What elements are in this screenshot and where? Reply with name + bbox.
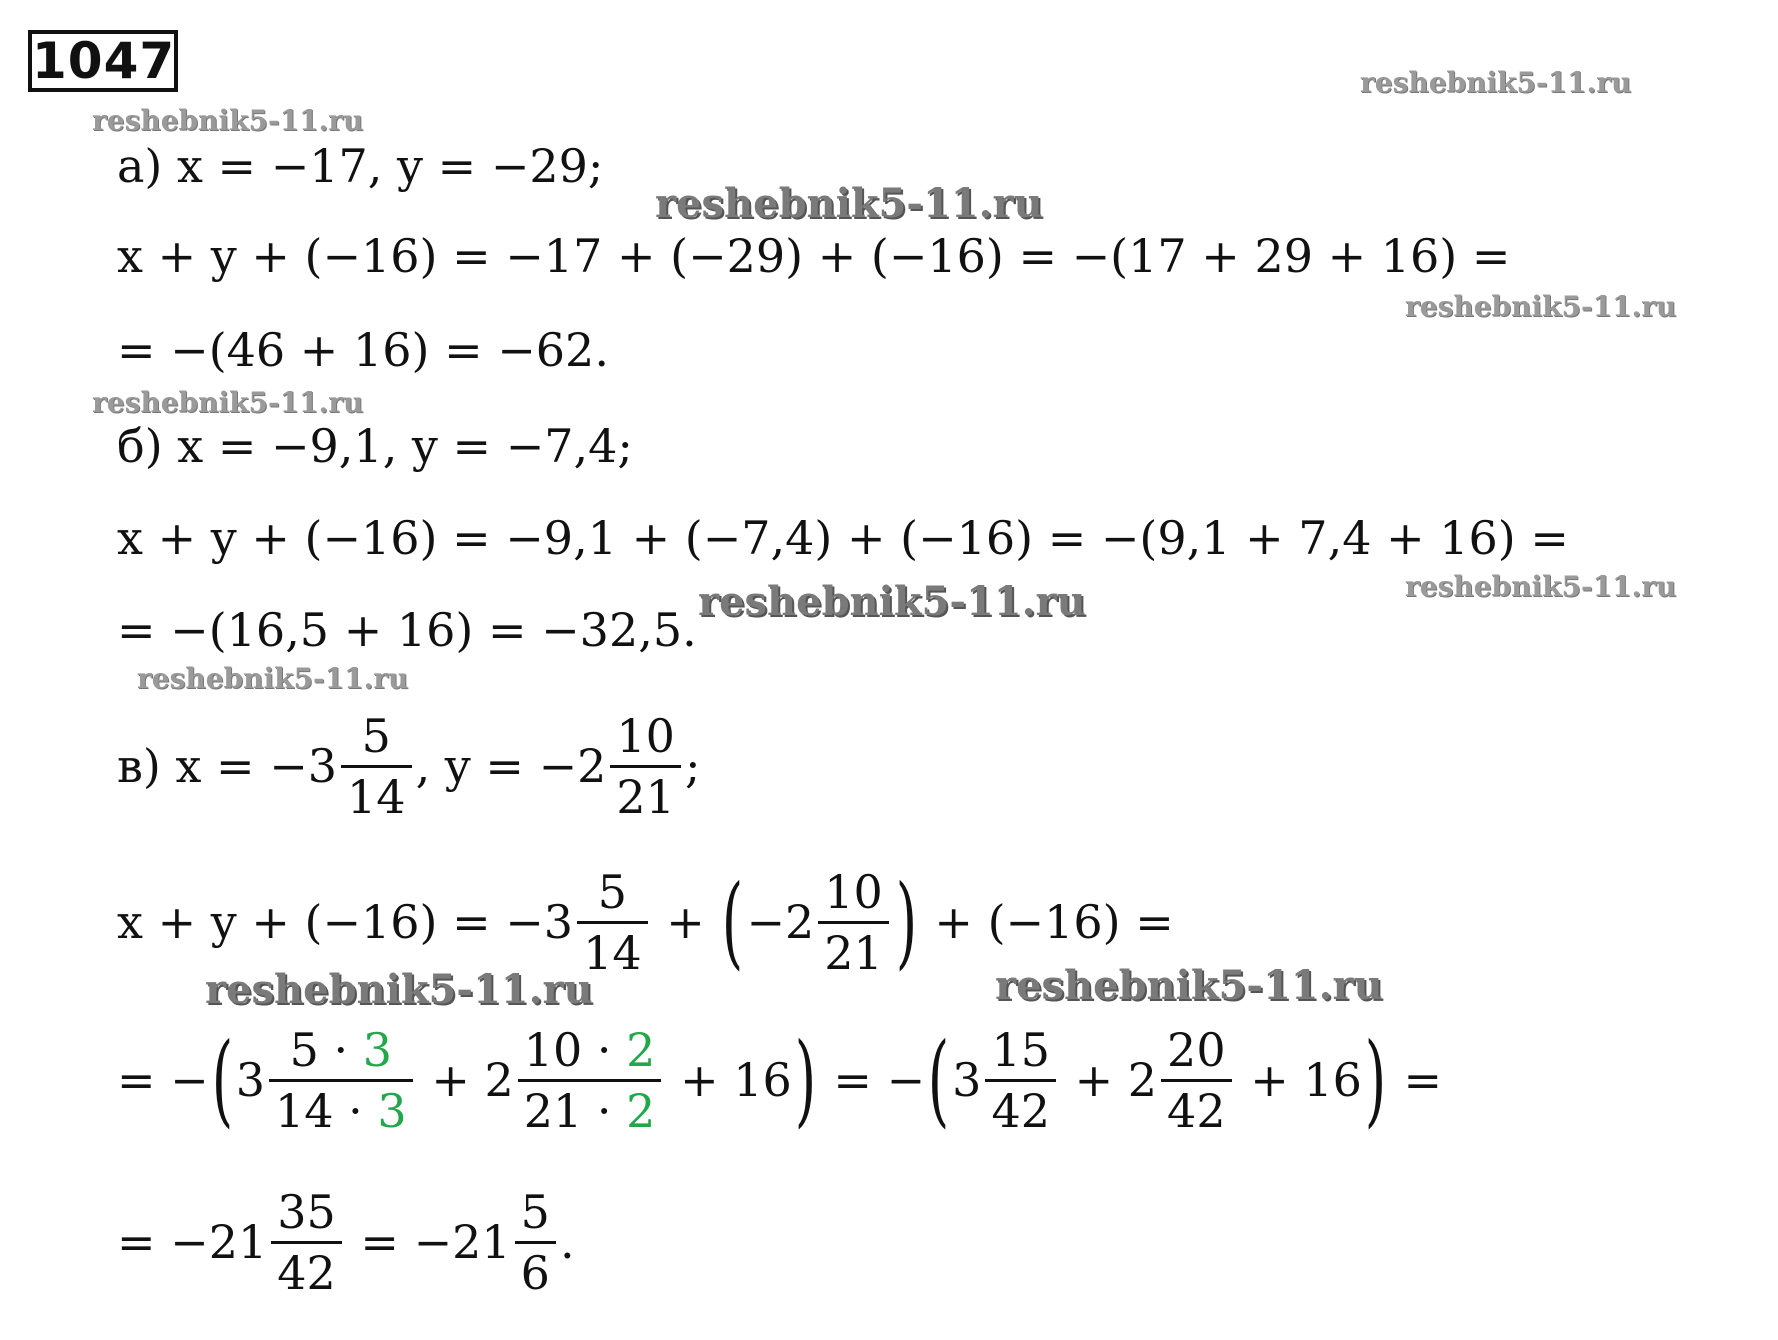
numerator: 5 xyxy=(520,1184,550,1239)
watermark: reshebnik5-11.ru xyxy=(1405,290,1677,323)
fraction xyxy=(515,1183,556,1302)
watermark: reshebnik5-11.ru xyxy=(137,662,409,695)
fraction xyxy=(610,707,681,826)
numerator: 10 xyxy=(824,864,883,919)
text: = − xyxy=(818,1053,926,1107)
part-a-given-text: а) x = −17, y = −29; xyxy=(117,139,604,193)
text: + 2 xyxy=(1059,1053,1158,1107)
numerator: 35 xyxy=(277,1184,336,1239)
part-c-given xyxy=(117,696,700,836)
denominator: 21 xyxy=(616,769,675,824)
left-paren: ( xyxy=(927,1021,950,1138)
highlight-factor: 2 xyxy=(626,1083,656,1138)
text: = xyxy=(1388,1053,1443,1107)
text: + 16 xyxy=(665,1053,792,1107)
part-c-y-pre: , y = −2 xyxy=(415,739,607,793)
factor: 5 · xyxy=(289,1022,363,1077)
fraction xyxy=(577,863,648,982)
text: 3 xyxy=(235,1053,266,1107)
problem-number: 1047 xyxy=(28,30,178,92)
right-paren: ) xyxy=(1364,1021,1387,1138)
text: = − xyxy=(117,1053,209,1107)
part-c-x-pre: x = −3 xyxy=(160,739,338,793)
watermark: reshebnik5-11.ru xyxy=(92,386,364,419)
watermark: reshebnik5-11.ru xyxy=(655,180,1043,227)
text: . xyxy=(559,1215,575,1269)
left-paren: ( xyxy=(722,863,744,980)
part-c-line2 xyxy=(117,1010,1442,1150)
part-a-line1-text: x + y + (−16) = −17 + (−29) + (−16) = −(17 + 29 + 16) = xyxy=(117,229,1511,283)
part-b-line1-text: x + y + (−16) = −9,1 + (−7,4) + (−16) = −(9,1 + 7,4 + 16) = xyxy=(117,511,1569,565)
denominator: 42 xyxy=(991,1083,1050,1138)
highlight-factor: 3 xyxy=(362,1022,393,1077)
text: = −21 xyxy=(345,1215,511,1269)
right-paren: ) xyxy=(895,863,918,980)
highlight-factor: 3 xyxy=(377,1083,407,1138)
text: x + y + (−16) = −3 xyxy=(117,895,574,949)
part-c-end: ; xyxy=(684,739,701,793)
factor: 10 · xyxy=(523,1022,627,1077)
left-paren: ( xyxy=(211,1021,233,1138)
text: + xyxy=(651,895,720,949)
factor: 21 · xyxy=(523,1083,627,1138)
part-b-line2 xyxy=(117,560,697,700)
fraction xyxy=(341,707,412,826)
part-a-line2-text: = −(46 + 16) = −62. xyxy=(117,323,609,377)
text: + 16 xyxy=(1235,1053,1362,1107)
numerator: 5 xyxy=(597,864,627,919)
denominator: 42 xyxy=(277,1245,336,1300)
text: + 2 xyxy=(416,1053,514,1107)
numerator: 20 xyxy=(1167,1022,1226,1077)
denominator xyxy=(269,1082,413,1140)
fraction xyxy=(271,1183,342,1302)
text: 3 xyxy=(952,1053,982,1107)
text: −2 xyxy=(746,895,815,949)
denominator: 42 xyxy=(1167,1083,1226,1138)
numerator xyxy=(284,1021,398,1079)
watermark: reshebnik5-11.ru xyxy=(995,962,1383,1009)
watermark: reshebnik5-11.ru xyxy=(92,104,364,137)
numerator: 5 xyxy=(361,708,391,763)
numerator: 15 xyxy=(991,1022,1050,1077)
fraction xyxy=(1161,1021,1232,1140)
highlight-factor: 2 xyxy=(626,1022,656,1077)
denominator: 14 xyxy=(347,769,406,824)
watermark: reshebnik5-11.ru xyxy=(698,578,1086,625)
numerator: 10 xyxy=(616,708,675,763)
fraction xyxy=(818,863,889,982)
denominator: 14 xyxy=(583,925,642,980)
fraction xyxy=(269,1021,413,1140)
watermark: reshebnik5-11.ru xyxy=(1360,66,1632,99)
factor: 14 · xyxy=(275,1083,378,1138)
denominator xyxy=(518,1082,662,1140)
right-paren: ) xyxy=(794,1021,817,1138)
denominator: 21 xyxy=(824,925,883,980)
part-b-given-text: б) x = −9,1, y = −7,4; xyxy=(117,419,633,473)
watermark: reshebnik5-11.ru xyxy=(1405,570,1677,603)
numerator xyxy=(518,1021,662,1079)
text: + (−16) = xyxy=(919,895,1174,949)
watermark: reshebnik5-11.ru xyxy=(205,966,593,1013)
part-b-line2-text: = −(16,5 + 16) = −32,5. xyxy=(117,603,697,657)
text: = −21 xyxy=(117,1215,268,1269)
fraction xyxy=(518,1021,662,1140)
fraction xyxy=(985,1021,1056,1140)
part-c-label: в) xyxy=(117,739,161,793)
part-c-line3 xyxy=(117,1172,575,1312)
denominator: 6 xyxy=(520,1245,550,1300)
part-c-line1 xyxy=(117,852,1174,992)
